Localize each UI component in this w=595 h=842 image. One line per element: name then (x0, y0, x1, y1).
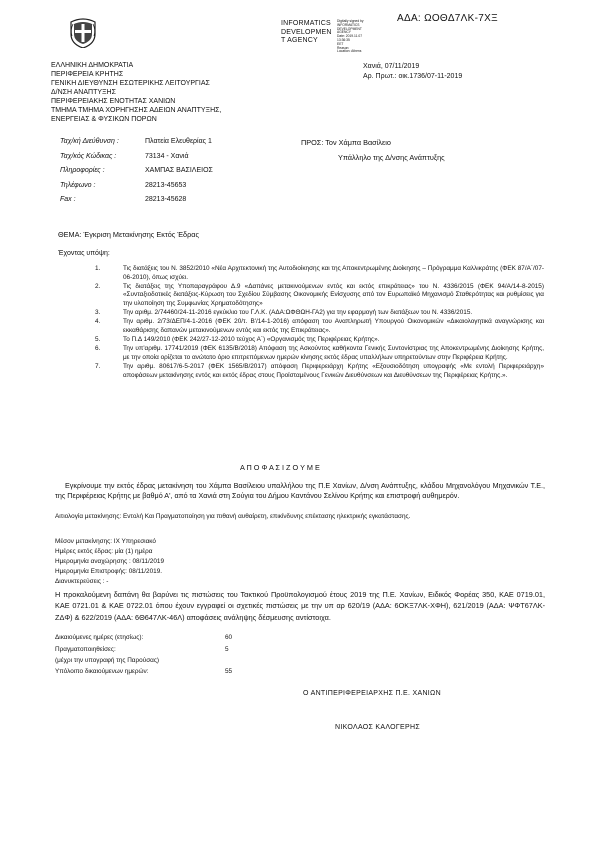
stamp-line: DEVELOPMENT AGENCY (337, 26, 362, 35)
list-item (95, 336, 544, 345)
list-item (95, 282, 544, 309)
agency-line: DEVELOPMEN (281, 28, 332, 36)
list-number: 7. (95, 363, 101, 371)
days-label: Δικαιούμενες ημέρες (ετησίως): (55, 634, 144, 641)
list-number: 2. (95, 282, 101, 290)
fax-label: Fax : (60, 196, 76, 203)
list-text: Την υπ'αριθμ. 17741/2019 (ΦΕΚ 6135/Β/2018) Απόφαση της Ασκούντος καθήκοντα Γενικής Συντονίστριας της Αποκεντρωμένης Διοίκησης Κρήτης, με την οποία ορίζεται το ανώτατο όριο επιτρεπόμενων ημερών κίνησης εκτός έδρας υπαλλήλων υπηρετούντων στην Περιφέρεια Κρήτης. (123, 345, 544, 361)
agency-line: INFORMATICS (281, 20, 331, 27)
fax-value: 28213-45628 (145, 196, 187, 203)
signatory-title: Ο ΑΝΤΙΠΕΡΙΦΕΡΕΙΑΡΧΗΣ Π.Ε. ΧΑΝΙΩΝ (303, 690, 441, 697)
days-label: Υπόλοιπο δικαιούμενων ημερών: (55, 668, 149, 675)
considerations-list (95, 265, 544, 381)
list-text: Την αριθμ. 80617/6-5-2017 (ΦΕΚ 1565/Β/2017) απόφαση Περιφερειάρχη Κρήτης «Εξουσιοδότηση υπογραφής «Με εντολή Περιφερειάρχη» αποφάσεων μετακίνησης εντός και εκτός έδρας στους Προϊσταμένους Γενικών Διευθύνσεων και Διευθύνσεων της Περιφέρειας Κρήτης.». (123, 363, 544, 379)
address-label: Ταχ/κή Διεύθυνση : (60, 138, 119, 145)
header-line: ΠΕΡΙΦΕΡΕΙΑΚΗΣ ΕΝΟΤΗΤΑΣ ΧΑΝΙΩΝ (51, 98, 176, 105)
recipient: ΠΡΟΣ: Τον Χάμπα Βασίλειο (301, 138, 391, 147)
header-line: ΤΜΗΜΑ ΤΜΗΜΑ ΧΟΡΗΓΗΣΗΣ ΑΔΕΙΩΝ ΑΝΑΠΤΥΞΗΣ, (51, 107, 222, 114)
stamp-line: Date: 2019.11.07 13:36:35 (337, 34, 363, 42)
days-value: 55 (225, 668, 233, 675)
stamp-line: Reason: (337, 45, 350, 50)
days-label: (μέχρι την υπογραφή της Παρούσας) (55, 657, 160, 664)
decision-paragraph: Εγκρίνουμε την εκτός έδρας μετακίνηση του Χάμπα Βασίλειου υπαλλήλου της Π.Ε Χανίων, Δ/νση Ανάπτυξης, κλάδου Μηχανολόγου Μηχανικών Τ.Ε., της Περιφέρειας Κρήτης με βαθμό Α', από τα Χανιά στη Σούγια του Δήμου Καντάνου Σελίνου Κρήτης και επιστροφή αυθημερόν. (55, 481, 545, 500)
protocol-number: Αρ. Πρωτ.: οικ.1736/07-11-2019 (363, 73, 463, 80)
list-number: 3. (95, 309, 101, 317)
list-item (95, 265, 544, 282)
decision-heading: Α Π Ο Φ Α Σ Ι Ζ Ο Υ Μ Ε (240, 463, 320, 472)
days-label: Πραγματοποιηθείσες: (55, 646, 116, 653)
list-number: 1. (95, 265, 101, 272)
detail-line: Ημερομηνία Επιστροφής: 08/11/2019. (55, 568, 163, 575)
stamp-line: EET (337, 41, 344, 46)
list-item (95, 363, 544, 380)
detail-line: Μέσον μετακίνησης: ΙΧ Υπηρεσιακό (55, 538, 156, 545)
signatory-name: ΝΙΚΟΛΑΟΣ ΚΑΛΟΓΕΡΗΣ (335, 724, 420, 731)
list-text: Τις διατάξεις του Ν. 3852/2010 «Νέα Αρχιτεκτονική της Αυτοδιοίκησης και της Αποκεντρωμένης Διοίκησης – Πρόγραμμα Καλλικράτης (ΦΕΚ 87/Α΄/07-06-2010), όπως ισχύει. (123, 265, 544, 281)
days-value: 60 (225, 634, 233, 641)
recipient-role: Υπάλληλο της Δ/νσης Ανάπτυξης (338, 153, 445, 162)
detail-line: Διανυκτερεύσεις : - (55, 578, 109, 585)
list-item (95, 318, 544, 335)
greek-emblem-seal (69, 16, 97, 48)
header-line: ΓΕΝΙΚΗ ΔΙΕΥΘΥΝΣΗ ΕΣΩΤΕΡΙΚΗΣ ΛΕΙΤΟΥΡΓΙΑΣ (51, 80, 210, 87)
address-value: Πλατεία Ελευθερίας 1 (145, 138, 212, 145)
postcode-label: Ταχ/κός Κώδικας : (60, 153, 117, 160)
header-line: Δ/ΝΣΗ ΑΝΑΠΤΥΞΗΣ (51, 89, 116, 96)
phone-value: 28213-45653 (145, 182, 187, 189)
detail-line: Ημέρες εκτός έδρας: μία (1) ημέρα (55, 548, 153, 555)
detail-line: Ημερομηνία αναχώρησης : 08/11/2019 (55, 558, 165, 565)
having-regard-heading: Έχοντας υπόψη: (58, 250, 110, 257)
header-line: ΠΕΡΙΦΕΡΕΙΑ ΚΡΗΤΗΣ (51, 71, 124, 78)
informatics-agency-signature-stamp (281, 19, 373, 54)
list-text: Το Π.Δ 149/2010 (ΦΕΚ 242/27-12-2010 τεύχος Α΄) «Οργανισμός της Περιφέρειας Κρήτης». (123, 336, 380, 344)
document-date: Χανιά, 07/11/2019 (363, 63, 420, 70)
postcode-value: 73134 - Χανιά (145, 153, 189, 160)
days-value: 5 (225, 646, 229, 653)
list-number: 6. (95, 345, 101, 353)
subject: ΘΕΜΑ: Έγκριση Μετακίνησης Εκτός Έδρας (58, 230, 200, 239)
header-line: ΕΝΕΡΓΕΙΑΣ & ΦΥΣΙΚΩΝ ΠΟΡΩΝ (51, 116, 157, 123)
info-label: Πληροφορίες : (60, 167, 105, 174)
stamp-line: Location: Athens (337, 49, 362, 54)
ada-code: ΑΔΑ: ΩΟΘΔ7ΛΚ-7ΧΞ (397, 13, 498, 24)
list-number: 4. (95, 318, 101, 326)
travel-purpose: Αιτιολογία μετακίνησης: Εντολή Και Πραγματοποίηση για πιθανή αυθαίρετη, επικίνδυνης επέκτασης ηλεκτρικής εγκατάστασης. (55, 513, 411, 520)
agency-line: T AGENCY (281, 37, 318, 44)
stamp-line: INFORMATICS (337, 22, 360, 27)
header-line: ΕΛΛΗΝΙΚΗ ΔΗΜΟΚΡΑΤΙΑ (51, 62, 134, 69)
info-value: ΧΑΜΠΑΣ ΒΑΣΙΛΕΙΟΣ (145, 167, 213, 174)
list-text: Την αριθμ. 2/73/ΔΕΠ/4-1-2016 (ΦΕΚ 20/τ. Β'/14-1-2016) απόφαση του Αναπληρωτή Υπουργού Οικονομικών «Δικαιολογητικά αναγνώρισης και εκκαθάρισης δαπανών μετακινούμενων εντός και εκτός της Επικράτειας». (123, 318, 544, 334)
list-text: Τις διατάξεις της Υποπαραγράφου Δ.9 «Δαπάνες μετακινούμενων εντός και εκτός επικράτειας» του Ν. 4336/2015 (ΦΕΚ 94/Α/14-8-2015) «Συνταξιοδοτικές διατάξεις-Κύρωση του Σχεδίου Σύμβασης Οικονομικής Ενίσχυσης από τον Ευρωπαϊκό Μηχανισμό Σταθερότητας και ρυθμίσεις για την υλοποίηση της Συμφωνίας Χρηματοδότησης» (123, 282, 544, 307)
list-number: 5. (95, 336, 101, 344)
budget-paragraph: Η προκαλούμενη δαπάνη θα βαρύνει τις πιστώσεις του Τακτικού Προϋπολογισμού έτους 2019 της Π.Ε. Χανίων, Ειδικός Φορέας 350, ΚΑΕ 0719.01, ΚΑΕ 0721.01 & ΚΑΕ 0722.01 όπου έχουν εγγραφεί οι σχετικές πιστώσεις με την υπ αρ 620/19 (ΑΔΑ: 6ΟΚΞ7ΛΚ-ΧΦΗ), 621/2019 (ΑΔΑ: ΨΦΤ67ΛΚ-ΖΔΦ) & 622/2019 (ΑΔΑ: 6Θ647ΛΚ-46Λ) αποφάσεις ανάληψης δέσμευσης αντίστοιχα. (55, 590, 545, 622)
phone-label: Τηλέφωνο : (60, 182, 96, 189)
stamp-line: Digitally signed by (337, 19, 364, 23)
list-item (95, 345, 544, 362)
list-text: Την αριθμ. 2/74460/24-11-2016 εγκύκλιο του Γ.Λ.Κ. (ΑΔΑ:ΩΦΘΩΗ-ΓΑ2) για την εφαρμογή των διατάξεων του Ν. 4336/2015. (123, 309, 473, 317)
list-item (95, 309, 544, 318)
